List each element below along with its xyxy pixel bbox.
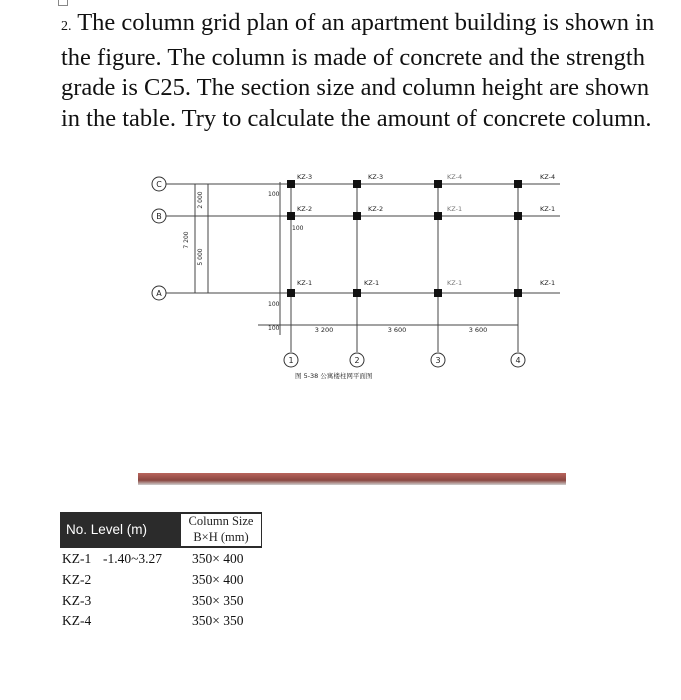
- column-a3: [434, 289, 442, 297]
- column-label: KZ-4: [540, 173, 556, 181]
- axis-label-c: C: [156, 180, 162, 189]
- header-column-size: [180, 514, 261, 546]
- table-header: [60, 512, 262, 548]
- dim-upper-label: 2 000: [197, 191, 204, 209]
- column-a1: [287, 289, 295, 297]
- cell-size: 350× 350: [192, 593, 244, 608]
- axis-label-2: 2: [354, 356, 360, 365]
- column-c1: [287, 180, 295, 188]
- header-size-line1: Column Size: [188, 514, 254, 528]
- header-no-level: No. Level (m): [66, 522, 148, 537]
- column-a4: [514, 289, 522, 297]
- offset-label: 100: [268, 191, 280, 198]
- column-label: KZ-1: [297, 279, 313, 287]
- column-c2: [353, 180, 361, 188]
- column-a2: [353, 289, 361, 297]
- divider-strip: [138, 473, 566, 485]
- column-b2: [353, 212, 361, 220]
- offset-label: 100: [268, 325, 280, 332]
- column-label: KZ-2: [297, 205, 313, 213]
- cell-no: KZ-2: [62, 572, 92, 587]
- cell-size: 350× 400: [192, 572, 244, 587]
- axis-label-3: 3: [435, 356, 441, 365]
- column-label: KZ-3: [297, 173, 313, 181]
- column-b3: [434, 212, 442, 220]
- column-label: KZ-1: [447, 205, 463, 213]
- axis-label-1: 1: [288, 356, 294, 365]
- page-corner-mark: [58, 0, 68, 6]
- cell-no: KZ-1: [62, 551, 92, 566]
- column-label: KZ-3: [368, 173, 384, 181]
- column-label: KZ-1: [540, 205, 556, 213]
- column-label: KZ-1: [540, 279, 556, 287]
- column-label: KZ-1: [447, 279, 463, 287]
- cell-level: -1.40~3.27: [103, 551, 163, 566]
- column-grid-plan: [140, 160, 580, 410]
- offset-label: 100: [268, 301, 280, 308]
- axis-label-4: 4: [515, 356, 521, 365]
- cell-size: 350× 350: [192, 613, 244, 628]
- offset-label: 100: [292, 225, 304, 232]
- column-label: KZ-2: [368, 205, 384, 213]
- question-paragraph: [61, 8, 661, 134]
- column-label: KZ-4: [447, 173, 463, 181]
- column-c4: [514, 180, 522, 188]
- column-c3: [434, 180, 442, 188]
- span-label: 3 200: [314, 326, 334, 334]
- cell-no: KZ-3: [62, 593, 92, 608]
- axis-label-a: A: [156, 289, 162, 298]
- axis-label-b: B: [156, 212, 162, 221]
- figure-caption: 图 5-38 公寓楼柱网平面图: [295, 372, 373, 380]
- question-number: 2.: [61, 19, 72, 34]
- dim-lower-label: 5 000: [197, 248, 204, 266]
- column-b1: [287, 212, 295, 220]
- span-label: 3 600: [387, 326, 407, 334]
- dim-total-label: 7 200: [183, 231, 190, 249]
- span-label: 3 600: [468, 326, 488, 334]
- question-text: The column grid plan of an apartment building is shown in the figure. The column is made of concrete and the strength grade is C25. The section size and column height are shown in the table. Try to calculate the amount of concrete column.: [61, 9, 655, 132]
- column-b4: [514, 212, 522, 220]
- cell-size: 350× 400: [192, 551, 244, 566]
- header-size-line2: B×H (mm): [193, 529, 249, 544]
- cell-no: KZ-4: [62, 613, 92, 628]
- column-label: KZ-1: [364, 279, 380, 287]
